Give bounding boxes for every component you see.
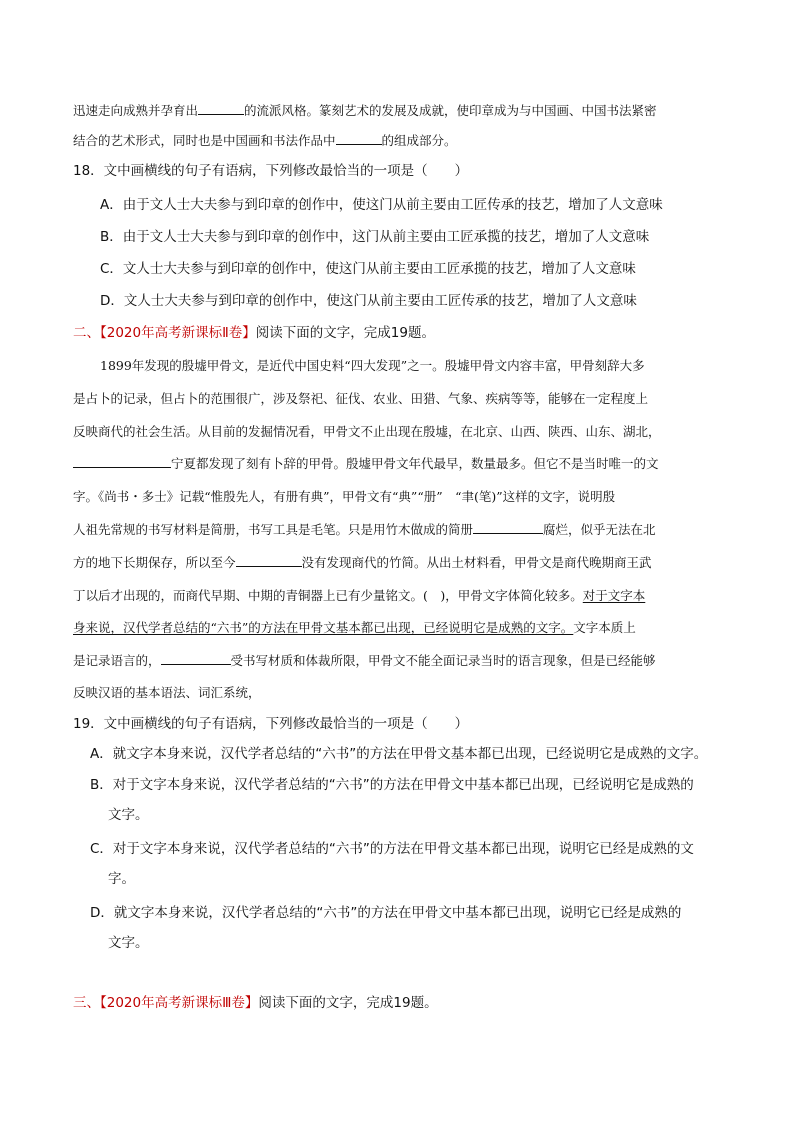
fill-blank <box>236 554 302 567</box>
passage-line: 1899年发现的殷墟甲骨文，是近代中国史料“四大发现”之一。殷墟甲骨文内容丰富，甲骨刻辞大多 <box>100 358 645 373</box>
exam-source: 【2020年高考新课标Ⅱ卷】 <box>100 325 256 341</box>
exam-source: 【2020年高考新课标Ⅲ卷】 <box>100 995 259 1011</box>
fill-blank <box>198 102 244 115</box>
question-18-stem: 18．文中画横线的句子有语病，下列修改最恰当的一项是（ ） <box>73 163 469 179</box>
passage-text: 方的地下长期保存，所以至今 <box>73 555 236 570</box>
question-19-option-b: B．对于文字本身来说，汉代学者总结的“六书”的方法在甲骨文中基本都已出现，已经说明它是成熟的 <box>90 777 694 793</box>
question-19-stem: 19．文中画横线的句子有语病，下列修改最恰当的一项是（ ） <box>73 716 469 732</box>
section-instruction: 阅读下面的文字，完成19题。 <box>255 325 435 341</box>
passage-line <box>73 652 656 670</box>
passage-text: 的流派风格。篆刻艺术的发展及成就，使印章成为与中国画、中国书法紧密 <box>244 103 657 118</box>
passage-text: 宁夏都发现了刻有卜辞的甲骨。殷墟甲骨文年代最早，数量最多。但它不是当时唯一的文 <box>171 456 659 471</box>
passage-text: 是记录语言的， <box>73 653 161 668</box>
underlined-sentence: 对于文字本 <box>582 588 646 603</box>
passage-text: 文字本质上 <box>573 620 636 635</box>
fill-blank <box>73 455 171 468</box>
question-19-option-d: D．就文字本身来说，汉代学者总结的“六书”的方法在甲骨文中基本都已出现，说明它已经是成熟的 <box>90 905 682 921</box>
question-19-option-c: C．对于文字本身来说，汉代学者总结的“六书”的方法在甲骨文基本都已出现，说明它已经是成熟的文 <box>90 841 694 857</box>
passage-line <box>73 554 652 572</box>
passage-text: 人祖先常规的书写材料是简册，书写工具是毛笔。只是用竹木做成的简册 <box>73 522 474 537</box>
section-instruction: 阅读下面的文字，完成19题。 <box>258 995 438 1011</box>
passage-line: 反映商代的社会生活。从目前的发掘情况看，甲骨文不止出现在殷墟，在北京、山西、陕西、山东、湖北， <box>73 424 661 439</box>
passage-line <box>73 102 657 120</box>
section-number: 二、 <box>73 325 100 341</box>
passage-line <box>73 455 659 473</box>
question-18-option-c: C．文人士大夫参与到印章的创作中，使这门从前主要由工匠承揽的技艺，增加了人文意味 <box>100 261 636 277</box>
passage-line: 反映汉语的基本语法、词汇系统， <box>73 685 261 700</box>
passage-line: 字。《尚书・多士》记载“惟殷先人，有册有典”，甲骨文有“典”“册” “聿(笔)”这样的文字，说明殷 <box>73 489 616 504</box>
passage-text: 结合的艺术形式，同时也是中国画和书法作品中 <box>73 133 336 148</box>
passage-text: 受书写材质和体裁所限，甲骨文不能全面记录当时的语言现象，但是已经能够 <box>230 653 656 668</box>
passage-line <box>73 619 636 637</box>
question-18-option-b: B．由于文人士大夫参与到印章的创作中，这门从前主要由工匠承揽的技艺，增加了人文意味 <box>100 229 650 245</box>
question-19-option-d-cont: 文字。 <box>108 935 149 951</box>
passage-text: 迅速走向成熟并孕育出 <box>73 103 199 118</box>
section-number: 三、 <box>73 995 100 1011</box>
passage-text: 丁以后才出现的，而商代早期、中期的青铜器上已有少量铭文。( )，甲骨文字体简化较多。 <box>73 588 583 603</box>
passage-line <box>73 587 645 605</box>
fill-blank <box>473 521 543 534</box>
question-18-option-d: D．文人士大夫参与到印章的创作中，使这门从前主要由工匠传承的技艺，增加了人文意味 <box>100 293 637 309</box>
fill-blank <box>336 132 382 145</box>
section-2-heading <box>73 324 435 342</box>
question-19-option-b-cont: 文字。 <box>108 807 149 823</box>
passage-line <box>73 521 656 539</box>
passage-line <box>73 132 457 150</box>
passage-line: 是占卜的记录，但占卜的范围很广，涉及祭祀、征伐、农业、田猎、气象、疾病等等，能够在一定程度上 <box>73 391 649 406</box>
passage-text: 没有发现商代的竹简。从出土材料看，甲骨文是商代晚期商王武 <box>301 555 652 570</box>
section-3-heading <box>73 994 438 1012</box>
question-19-option-c-cont: 字。 <box>108 871 135 887</box>
fill-blank <box>161 652 231 665</box>
passage-text: 的组成部分。 <box>381 133 457 148</box>
question-18-option-a: A．由于文人士大夫参与到印章的创作中，使这门从前主要由工匠传承的技艺，增加了人文意味 <box>100 197 663 213</box>
underlined-sentence: 身来说，汉代学者总结的“六书”的方法在甲骨文基本都已出现，已经说明它是成熟的文字。 <box>73 620 574 635</box>
question-19-option-a: A．就文字本身来说，汉代学者总结的“六书”的方法在甲骨文基本都已出现，已经说明它是成熟的文字。 <box>90 746 708 762</box>
passage-text: 腐烂，似乎无法在北 <box>543 522 656 537</box>
